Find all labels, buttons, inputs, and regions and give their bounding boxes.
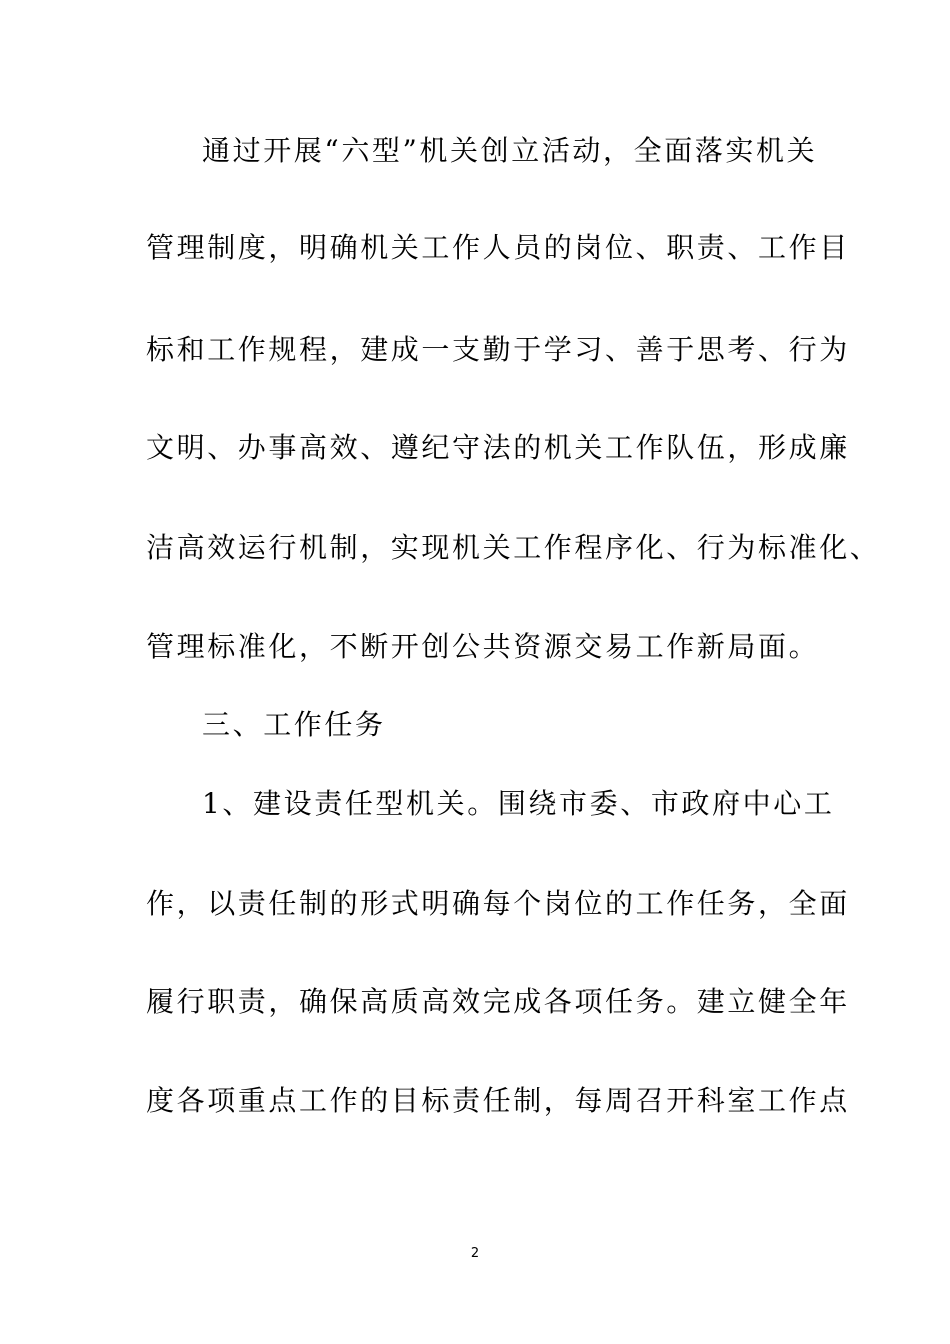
paragraph-line: 度各项重点工作的目标责任制，每周召开科室工作点 <box>146 1084 850 1117</box>
paragraph-line: 履行职责，确保高质高效完成各项任务。建立健全年 <box>146 985 850 1018</box>
paragraph-line: 管理标准化，不断开创公共资源交易工作新局面。 <box>146 630 820 663</box>
paragraph-line: 洁高效运行机制，实现机关工作程序化、行为标准化、 <box>146 531 881 564</box>
paragraph-line: 文明、办事高效、遵纪守法的机关工作队伍，形成廉 <box>146 431 850 464</box>
page-number: 2 <box>470 1246 480 1261</box>
section-heading: 三、工作任务 <box>202 708 386 741</box>
paragraph-line: 管理制度，明确机关工作人员的岗位、职责、工作目 <box>146 231 850 264</box>
paragraph-line: 1、建设责任型机关。围绕市委、市政府中心工 <box>202 787 835 820</box>
paragraph-line: 通过开展“六型”机关创立活动，全面落实机关 <box>202 134 818 167</box>
paragraph-line: 标和工作规程，建成一支勤于学习、善于思考、行为 <box>146 333 850 366</box>
paragraph-line: 作，以责任制的形式明确每个岗位的工作任务，全面 <box>146 887 850 920</box>
